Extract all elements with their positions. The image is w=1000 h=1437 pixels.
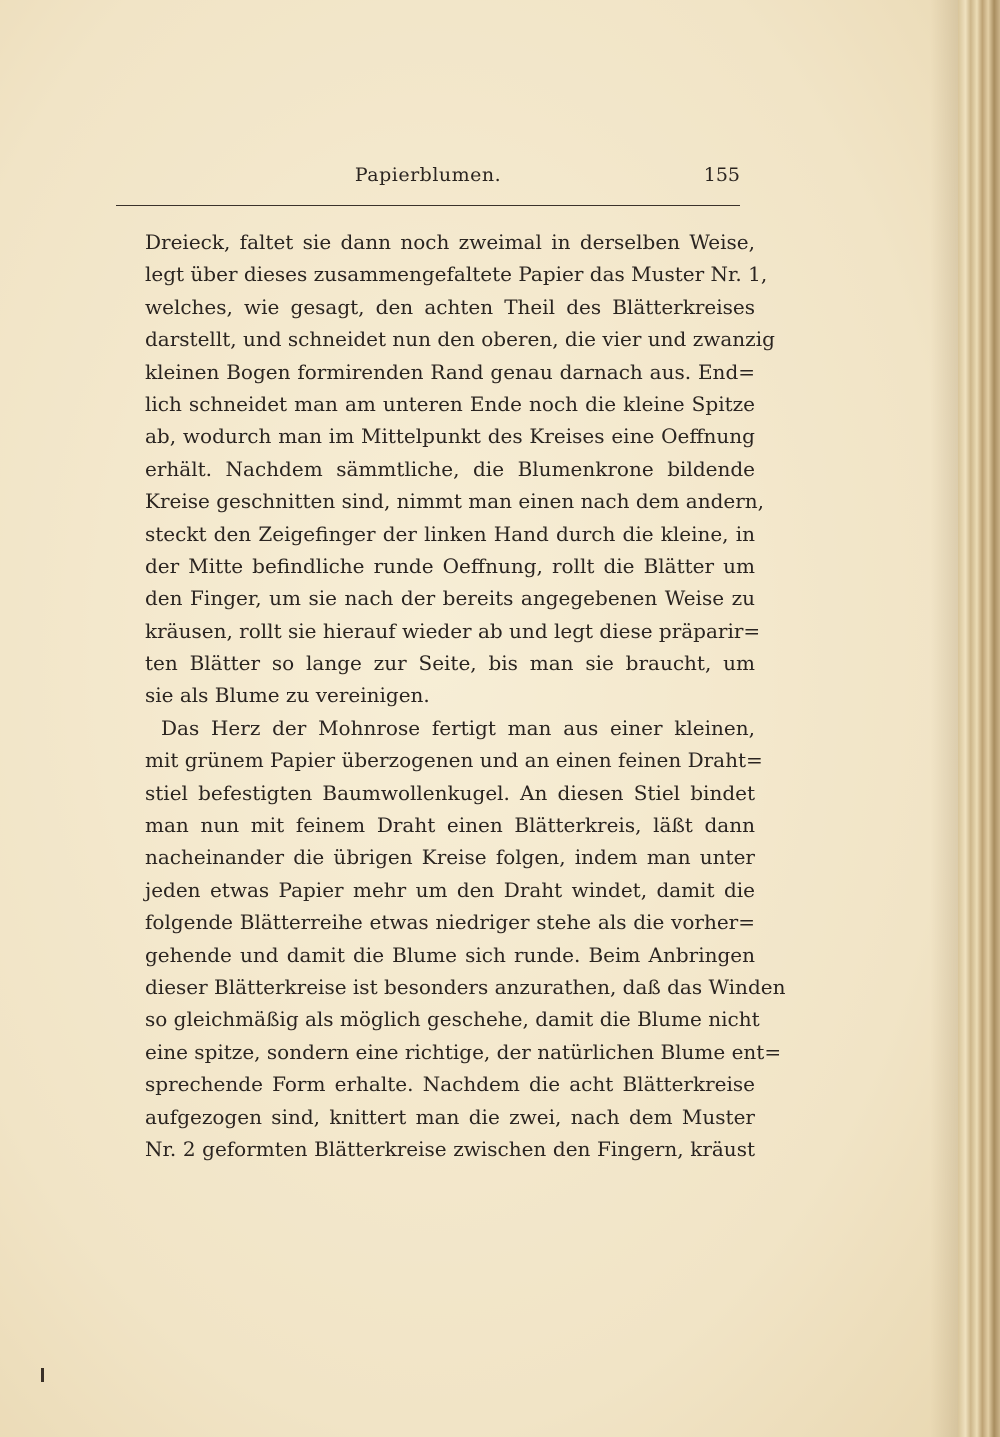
page-edge-stack [958,0,1000,1437]
text-line: eine spitze, sondern eine richtige, der natürlichen Blume ent= [145,1039,782,1064]
text-line: mit grünem Papier überzogenen und an einen feinen Draht= [145,748,763,773]
text-line: man nun mit feinem Draht einen Blätterkreis, läßt dann [145,813,755,838]
text-line: sprechende Form erhalte. Nachdem die acht Blätterkreise [145,1072,755,1097]
text-line: Dreieck, faltet sie dann noch zweimal in derselben Weise, [145,230,755,254]
text-line: den Finger, um sie nach der bereits angegebenen Weise zu [145,586,755,611]
text-line: nacheinander die übrigen Kreise folgen, indem man unter [145,845,755,870]
header-rule [116,205,740,206]
text-line: folgende Blätterreihe etwas niedriger stehe als die vorher= [145,910,755,935]
text-line: jeden etwas Papier mehr um den Draht windet, damit die [145,877,755,902]
gutter-shadow [930,0,960,1437]
page-number: 155 [703,164,740,186]
text-line: Nr. 2 geformten Blätterkreise zwischen den Fingern, kräust [145,1136,755,1161]
text-line: ab, wodurch man im Mittelpunkt des Kreises eine Oeffnung [145,424,755,449]
text-line: erhält. Nachdem sämmtliche, die Blumenkrone bildende [145,456,755,481]
text-line: Kreise geschnitten sind, nimmt man einen nach dem andern, [145,489,765,514]
text-line: sie als Blume zu vereinigen. [145,683,430,708]
text-line: legt über dieses zusammengefaltete Papier das Muster Nr. 1, [145,262,768,287]
text-line: so gleichmäßig als möglich geschehe, damit die Blume nicht [145,1007,760,1032]
running-title: Papierblumen. [354,164,502,186]
text-line: dieser Blätterkreise ist besonders anzurathen, daß das Winden [145,974,786,999]
text-line: stiel befestigten Baumwollenkugel. An diesen Stiel bindet [145,780,755,805]
text-line: steckt den Zeigefinger der linken Hand durch die kleine, in [145,521,755,546]
text-line: der Mitte befindliche runde Oeffnung, rollt die Blätter um [145,553,755,578]
running-head [116,164,740,194]
text-line: darstellt, und schneidet nun den oberen, die vier und zwanzig [145,327,775,352]
text-line: kräusen, rollt sie hierauf wieder ab und legt diese präparir= [145,618,761,643]
text-line: lich schneidet man am unteren Ende noch die kleine Spitze [145,391,755,416]
text-line: gehende und damit die Blume sich runde. Beim Anbringen [145,942,755,967]
text-line: ten Blätter so lange zur Seite, bis man sie braucht, um [145,651,755,676]
text-line: Das Herz der Mohnrose fertigt man aus einer kleinen, [161,715,755,740]
margin-mark [41,1368,44,1382]
text-line: aufgezogen sind, knittert man die zwei, nach dem Muster [145,1104,755,1129]
text-line: welches, wie gesagt, den achten Theil des Blätterkreises [145,294,755,319]
text-line: kleinen Bogen formirenden Rand genau darnach aus. End= [145,359,755,384]
body-text [145,226,786,1165]
